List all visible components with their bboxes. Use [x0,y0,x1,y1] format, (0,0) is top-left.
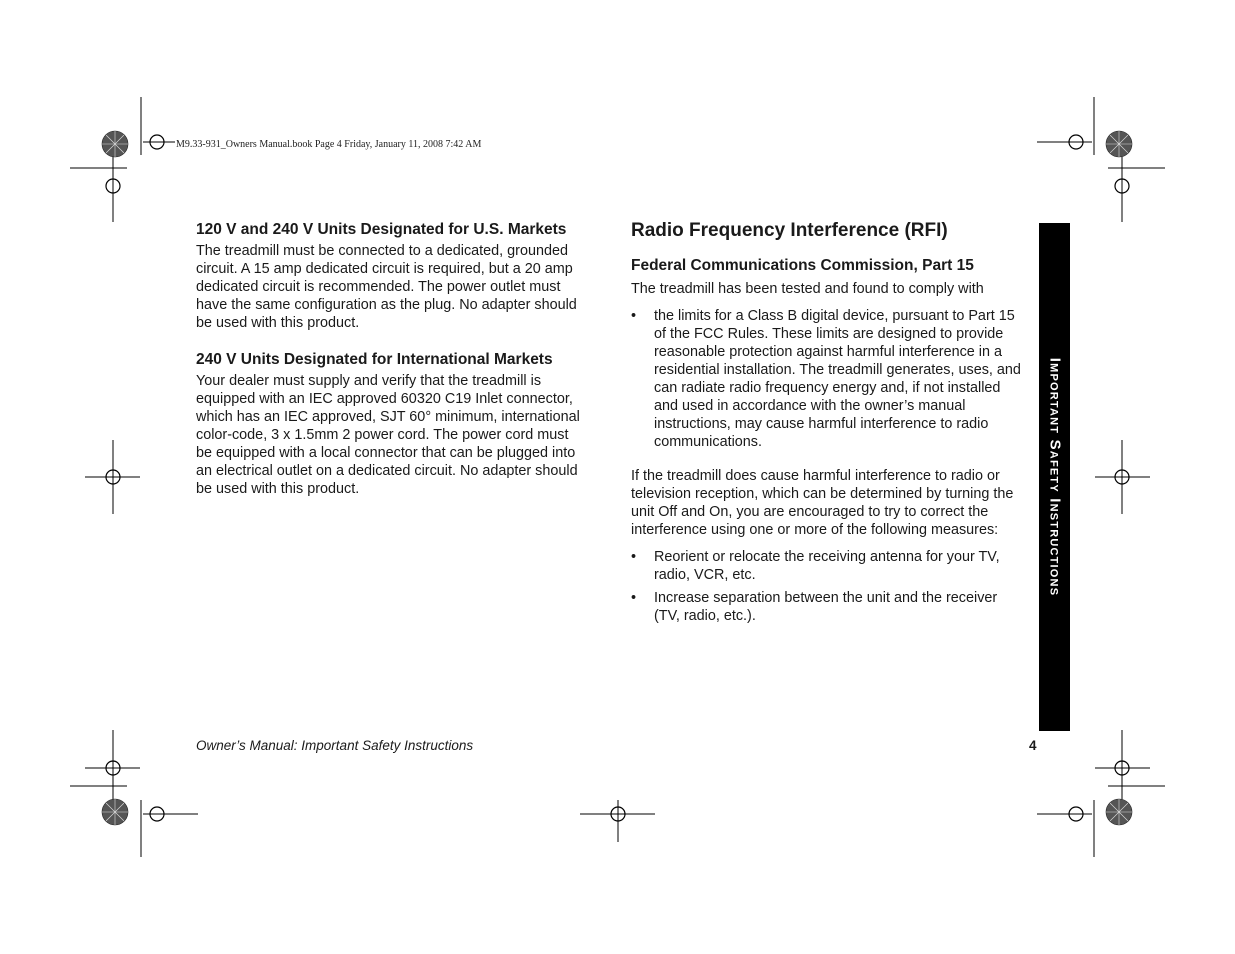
chapter-side-tab [1039,223,1070,731]
list-item [631,548,1026,584]
list-item-text: the limits for a Class B digital device, pursuant to Part 15 of the FCC Rules. These limits are designed to provide reasonable protection against harmful interference in a residential installation. The treadmill generates, uses, and can radiate radio frequency energy and, if not installed and used in accordance with the owner’s manual instructions, may cause harmful interference to radio communications. [654,308,1021,450]
footer-title: Owner’s Manual: Important Safety Instructions [196,738,474,753]
section-heading-international-markets: 240 V Units Designated for International Markets [196,351,553,368]
list-item-text: Reorient or relocate the receiving antenna for your TV, radio, VCR, etc. [654,549,1000,583]
print-header: M9.33-931_Owners Manual.book Page 4 Friday, January 11, 2008 7:42 AM [176,139,482,150]
list-item [631,307,1026,451]
bullet-icon: • [631,590,637,606]
fcc-bullet-list [631,307,1026,451]
chapter-side-tab-label: Important Safety Instructions [1046,357,1063,597]
fcc-intro: The treadmill has been tested and found to comply with [631,281,984,297]
rfi-heading: Radio Frequency Interference (RFI) [631,220,948,241]
right-column [631,220,1026,630]
left-column [196,220,588,516]
measures-bullet-list [631,548,1026,625]
section-heading-us-markets: 120 V and 240 V Units Designated for U.S. Markets [196,221,567,238]
section-body-us-markets: The treadmill must be connected to a dedicated, grounded circuit. A 15 amp dedicated circuit is required, but a 20 amp dedicated circuit is recommended. The power outlet must have the same configuration as the plug. No adapter should be used with this product. [196,243,577,331]
interference-paragraph: If the treadmill does cause harmful interference to radio or television reception, which can be determined by turning the unit Off and On, you are encouraged to try to correct the interference using one or more of the following measures: [631,468,1014,538]
section-body-international-markets: Your dealer must supply and verify that the treadmill is equipped with an IEC approved 60320 C19 Inlet connector, which has an IEC approved, SJT 60° minimum, international color-code, 3 x 1.5mm 2 power cord. The power cord must be equipped with a local connector that can be plugged into an electrical outlet on a dedicated circuit. No adapter should be used with this product. [196,373,580,497]
bullet-icon: • [631,549,637,565]
fcc-subheading: Federal Communications Commission, Part 15 [631,257,974,274]
list-item-text: Increase separation between the unit and the receiver (TV, radio, etc.). [654,590,998,624]
page-number: 4 [1029,738,1037,753]
bullet-icon: • [631,308,637,324]
list-item [631,589,1026,625]
